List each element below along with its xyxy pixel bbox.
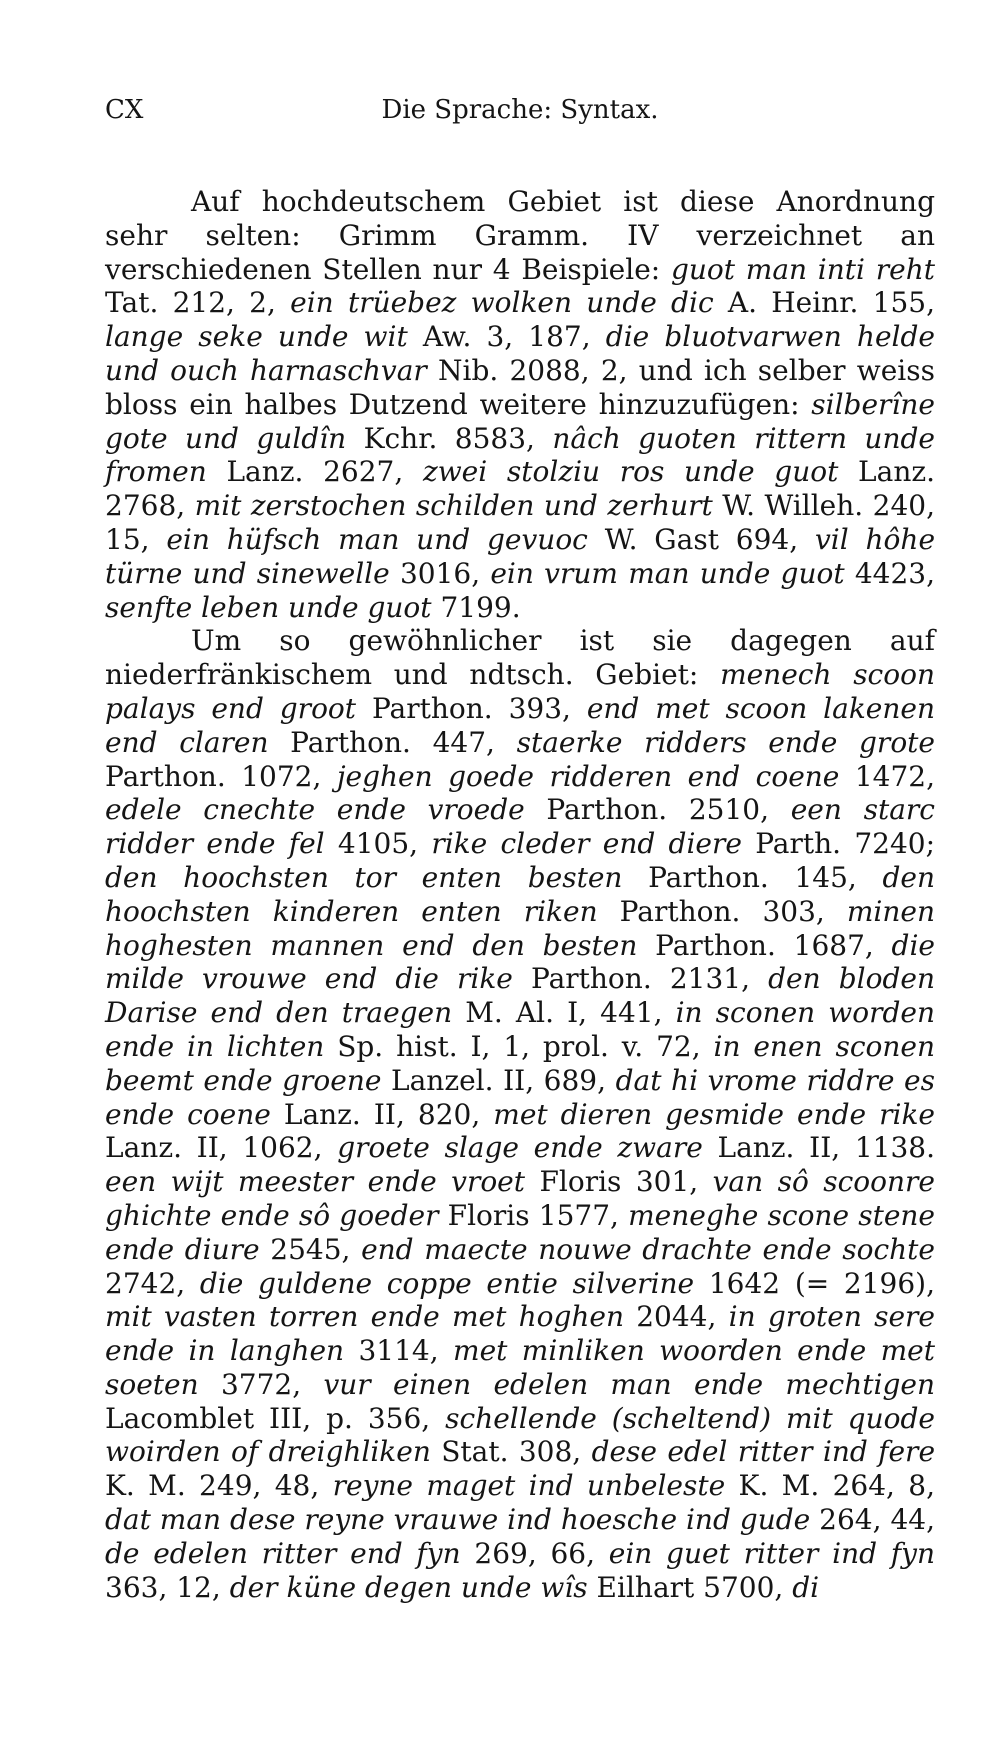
text-run: Lanz. II, 1062,: [105, 1131, 338, 1165]
quotation: minen hoghesten mannen end den besten: [105, 894, 935, 962]
quotation: groete slage ende zware: [337, 1131, 703, 1165]
text-run: Parthon. 447,: [268, 725, 517, 759]
quotation: di: [792, 1570, 820, 1604]
quotation: mit zerstochen schilden und zerhurt: [194, 489, 713, 523]
book-page: [105, 95, 935, 1604]
text-run: Lanzel. II, 689,: [381, 1063, 616, 1097]
quotation: jeghen goede ridderen end coene: [336, 759, 840, 793]
text-run: Parthon. 2131,: [512, 962, 769, 996]
quotation: met minliken woorden ende met soeten: [105, 1334, 935, 1401]
text-run: Parthon. 303,: [597, 894, 847, 928]
quotation: een starc ridder ende fel: [105, 793, 935, 861]
text-run: 3016,: [389, 556, 491, 590]
quotation: den hoochsten kinderen enten riken: [105, 860, 935, 928]
text-run: W. Gast 694,: [587, 522, 815, 556]
text-run: 1642 (= 2196),: [694, 1266, 935, 1300]
paragraph: [105, 185, 935, 624]
quotation: ein trüebez wolken unde dic: [290, 286, 714, 320]
quotation: menech scoon palays end groot: [105, 658, 935, 725]
text-run: Parthon. 1072,: [105, 759, 337, 793]
quotation: in sconen worden ende in lichten: [105, 996, 936, 1063]
text-run: Lanz. II, 1138.: [702, 1131, 935, 1165]
quotation: ein hüfsch man und gevuoc: [166, 522, 588, 556]
quotation: ein guet ritter ind fyn: [608, 1536, 935, 1570]
text-run: 363, 12,: [105, 1570, 230, 1604]
quotation: rike cleder end diere: [431, 827, 742, 861]
quotation: end maecte nouwe drachte ende sochte: [361, 1232, 935, 1266]
quotation: meneghe scone stene ende diure: [105, 1198, 935, 1266]
quotation: vil hôhe türne und sinewelle: [105, 522, 936, 590]
quotation: die guldene coppe entie silverine: [199, 1266, 695, 1300]
text-run: K. M. 264, 8,: [725, 1469, 935, 1503]
text-run: Sp. hist. I, 1, prol. v. 72,: [324, 1029, 714, 1063]
quotation: silberîne gote und guldîn: [105, 387, 935, 455]
text-run: Lacomblet III, p. 356,: [105, 1401, 446, 1435]
text-run: Nib. 2088, 2, und ich selber weiss bloss ein halbes Dutzend weitere hinzuzufügen:: [105, 353, 935, 421]
quotation: die milde vrouwe end die rike: [105, 928, 935, 996]
text-run: 264, 44,: [810, 1503, 935, 1537]
text-run: 3114,: [344, 1334, 454, 1368]
text-run: Floris 301,: [525, 1165, 713, 1199]
page-header: [105, 95, 935, 135]
quotation: dat man dese reyne vrauwe ind hoesche ind gude: [105, 1503, 811, 1537]
text-run: Lanz. 2768,: [105, 455, 935, 523]
quotation: end met scoon lakenen end claren: [105, 691, 936, 759]
text-run: 4423,: [844, 556, 935, 590]
running-title: Die Sprache: Syntax.: [381, 95, 659, 125]
text-run: Eilhart 5700,: [587, 1570, 793, 1604]
quotation: den hoochsten tor enten besten: [105, 860, 623, 894]
quotation: lange seke unde wit: [105, 320, 408, 354]
text-run: 4105,: [324, 827, 432, 861]
quotation: den bloden Darise end den traegen: [105, 962, 935, 1030]
text-run: Parthon. 393,: [356, 691, 587, 725]
quotation: vur einen edelen man ende mechtigen: [323, 1367, 935, 1401]
text-run: 1472,: [839, 759, 936, 793]
quotation: in groten sere ende in langhen: [105, 1300, 935, 1368]
text-run: Lanz. II, 820,: [270, 1097, 494, 1131]
quotation: ein vrum man unde guot: [490, 556, 845, 590]
quotation: schellende (scheltend) mit quode woirden of dreighliken: [105, 1401, 935, 1469]
text-run: Lanz. 2627,: [206, 455, 423, 489]
text-run: Stat. 308,: [430, 1435, 592, 1469]
text-run: 2545,: [259, 1232, 362, 1266]
text-run: Auf hochdeutschem Gebiet ist diese Anordnung sehr selten: Grimm Gramm. IV verzeichnet an verschiedenen Stellen nur 4 Beispiele:: [105, 185, 935, 286]
paragraph: [105, 624, 935, 1604]
quotation: reyne maget ind unbeleste: [332, 1469, 726, 1503]
text-run: Parthon. 2510,: [524, 793, 791, 827]
text-run: 7199.: [431, 590, 521, 624]
quotation: in enen sconen beemt ende groene: [105, 1029, 935, 1097]
text-run: Parth. 7240;: [741, 827, 936, 861]
quotation: met dieren gesmide ende rike: [493, 1097, 935, 1131]
text-run: Aw. 3, 187,: [407, 320, 606, 354]
text-run: 3772,: [198, 1367, 324, 1401]
quotation: dese edel ritter ind fere: [591, 1435, 936, 1469]
text-run: K. M. 249, 48,: [105, 1469, 333, 1503]
quotation: guot man inti reht: [670, 252, 935, 286]
page-number: CX: [105, 95, 144, 125]
text-run: Floris 1577,: [438, 1198, 629, 1232]
quotation: dat hi vrome riddre es ende coene: [105, 1063, 935, 1131]
text-run: 269, 66,: [460, 1536, 609, 1570]
text-run: A. Heinr. 155,: [713, 286, 935, 320]
quotation: zwei stolziu ros unde guot: [422, 455, 839, 489]
text-run: Parthon. 1687,: [637, 928, 892, 962]
quotation: die bluotvarwen helde und ouch harnaschvar: [105, 320, 935, 387]
quotation: een wijt meester ende vroet: [105, 1165, 526, 1199]
text-run: Kchr. 8583,: [346, 421, 553, 455]
quotation: staerke ridders ende grote: [516, 725, 935, 759]
text-run: M. Al. I, 441,: [452, 996, 676, 1030]
text-run: Parthon. 145,: [622, 860, 883, 894]
quotation: van sô scoonre ghichte ende sô goeder: [105, 1165, 935, 1232]
quotation: senfte leben unde guot: [105, 590, 432, 624]
text-run: Um so gewöhnlicher ist sie dagegen auf niederfränkischem und ndtsch. Gebiet:: [105, 624, 935, 692]
quotation: mit vasten torren ende met hoghen: [105, 1300, 625, 1334]
quotation: edele cnechte ende vroede: [105, 793, 525, 827]
text-run: Tat. 212, 2,: [105, 286, 291, 320]
quotation: nâch guoten rittern unde fromen: [105, 421, 935, 489]
quotation: der küne degen unde wîs: [229, 1570, 588, 1604]
text-run: W. Willeh. 240, 15,: [105, 489, 935, 556]
body-text: [105, 185, 935, 1604]
text-run: 2742,: [105, 1266, 200, 1300]
quotation: de edelen ritter end fyn: [105, 1536, 461, 1570]
text-run: 2044,: [624, 1300, 729, 1334]
